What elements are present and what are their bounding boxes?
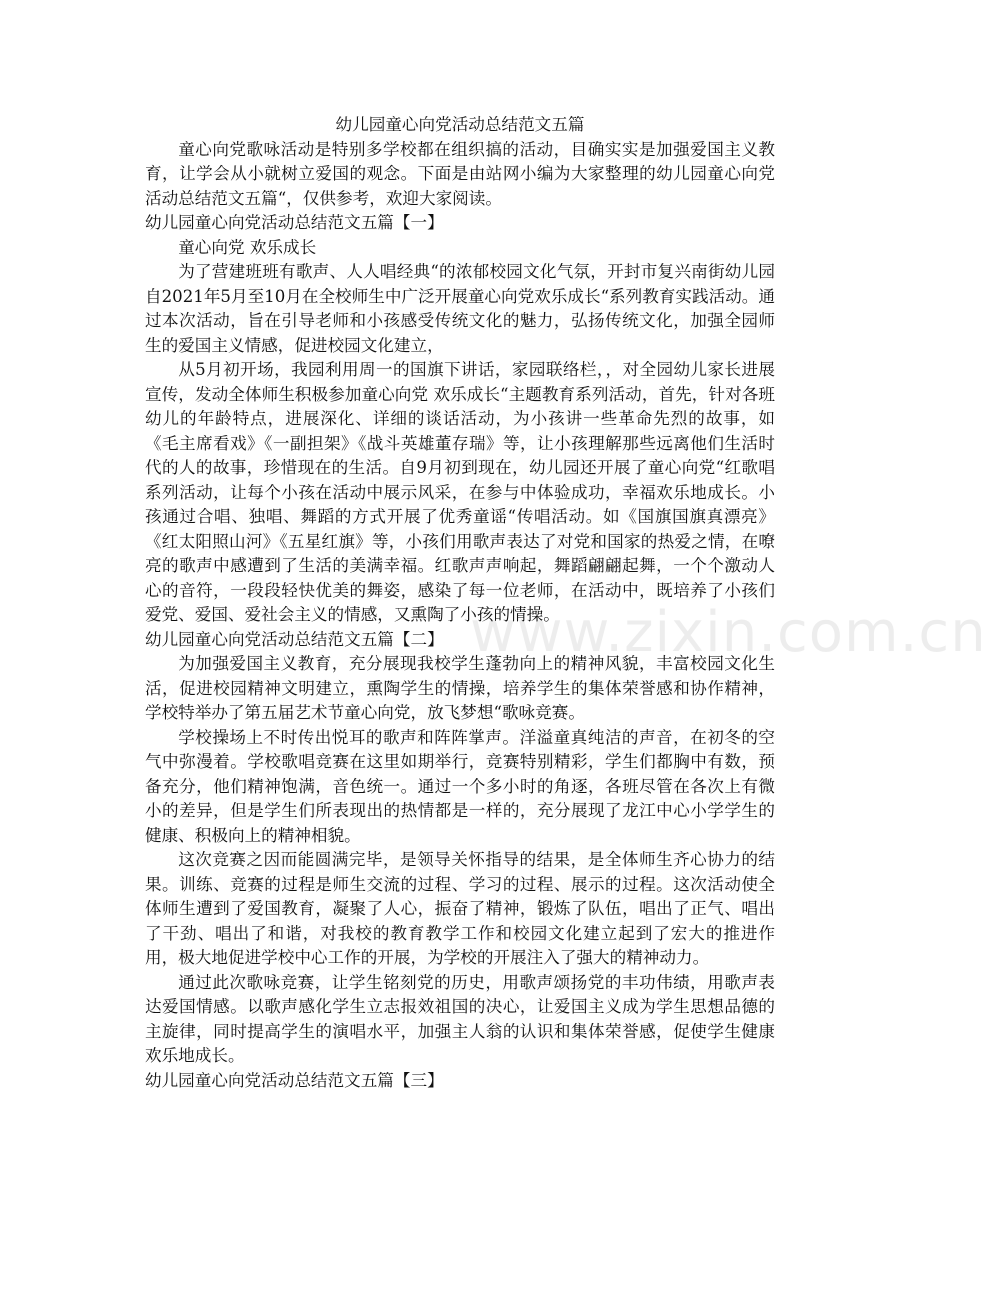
section-2-paragraph: 为加强爱国主义教育，充分展现我校学生蓬勃向上的精神风貌，丰富校园文化生活，促进校园精神文明建立，熏陶学生的情操，培养学生的集体荣誉感和协作精神，学校特举办了第五届艺术节童心向党，放飞梦想“歌咏竞赛。 (145, 654, 775, 722)
intro-paragraph: 童心向党歌咏活动是特别多学校都在组织搞的活动，目确实实是加强爱国主义教育，让学会从小就树立爱国的观念。下面是由站网小编为大家整理的幼儿园童心向党活动总结范文五篇“，仅供参考，欢迎大家阅读。 (145, 139, 775, 208)
document-body (145, 113, 775, 1093)
section-2-paragraph: 通过此次歌咏竞赛，让学生铭刻党的历史，用歌声颂扬党的丰功伟绩，用歌声表达爱国情感。以歌声感化学生立志报效祖国的决心，让爱国主义成为学生思想品德的主旋律，同时提高学生的演唱水平，加强主人翁的认识和集体荣誉感，促使学生健康欢乐地成长。 (145, 972, 775, 1065)
section-2-heading: 幼儿园童心向党活动总结范文五篇【二】 (145, 629, 444, 649)
document-title: 幼儿园童心向党活动总结范文五篇 (335, 115, 585, 134)
section-1-paragraph: 从5月初开场，我园利用周一的国旗下讲话，家园联络栏，，对全园幼儿家长进展宣传，发动全体师生积极参加童心向党 欢乐成长“主题教育系列活动，首先，针对各班幼儿的年龄特点，进展深化、详细的谈话活动，为小孩讲一些革命先烈的故事，如《毛主席看戏》《一副担架》《战斗英雄董存瑞》等，让小孩理解那些远离他们生活时代的人的故事，珍惜现在的生活。自9月初到现在，幼儿园还开展了童心向党“红歌唱系列活动，让每个小孩在活动中展示风采，在参与中体验成功，幸福欢乐地成长。小孩通过合唱、独唱、舞蹈的方式开展了优秀童谣“传唱活动。如《国旗国旗真漂亮》《红太阳照山河》《五星红旗》等，小孩们用歌声表达了对党和国家的热爱之情，在嘹亮的歌声中感遭到了生活的美满幸福。红歌声声响起，舞蹈翩翩起舞，一个个激动人心的音符，一段段轻快优美的舞姿，感染了每一位老师，在活动中，既培养了小孩们爱党、爱国、爱社会主义的情感，又熏陶了小孩的情操。 (145, 360, 775, 624)
section-2-paragraph: 这次竞赛之因而能圆满完毕，是领导关怀指导的结果，是全体师生齐心协力的结果。训练、竞赛的过程是师生交流的过程、学习的过程、展示的过程。这次活动使全体师生遭到了爱国教育，凝聚了人心，振奋了精神，锻炼了队伍，唱出了正气、唱出了干劲、唱出了和谐，对我校的教育教学工作和校园文化建立起到了宏大的推进作用，极大地促进学校中心工作的开展，为学校的开展注入了强大的精神动力。 (145, 850, 775, 967)
section-1-heading: 幼儿园童心向党活动总结范文五篇【一】 (145, 213, 444, 232)
section-3-heading: 幼儿园童心向党活动总结范文五篇【三】 (145, 1070, 444, 1090)
watermark-text: www.zixin.com.cn (470, 600, 987, 665)
section-1-subheading: 童心向党 欢乐成长 (178, 237, 317, 257)
section-2-paragraph: 学校操场上不时传出悦耳的歌声和阵阵掌声。洋溢童真纯洁的声音，在初冬的空气中弥漫着。学校歌唱竞赛在这里如期举行，竞赛特别精彩，学生们都胸中有数，预备充分，他们精神饱满，音色统一。通过一个多小时的角逐，各班尽管在各次上有微小的差异，但是学生们所表现出的热情都是一样的，充分展现了龙江中心小学学生的健康、积极向上的精神相貌。 (145, 727, 775, 845)
section-1-paragraph: 为了营建班班有歌声、人人唱经典“的浓郁校园文化气氛，开封市复兴南街幼儿园自2021年5月至10月在全校师生中广泛开展童心向党欢乐成长“系列教育实践活动。通过本次活动，旨在引导老师和小孩感受传统文化的魅力，弘扬传统文化，加强全园师生的爱国主义情感，促进校园文化建立， (145, 262, 775, 355)
